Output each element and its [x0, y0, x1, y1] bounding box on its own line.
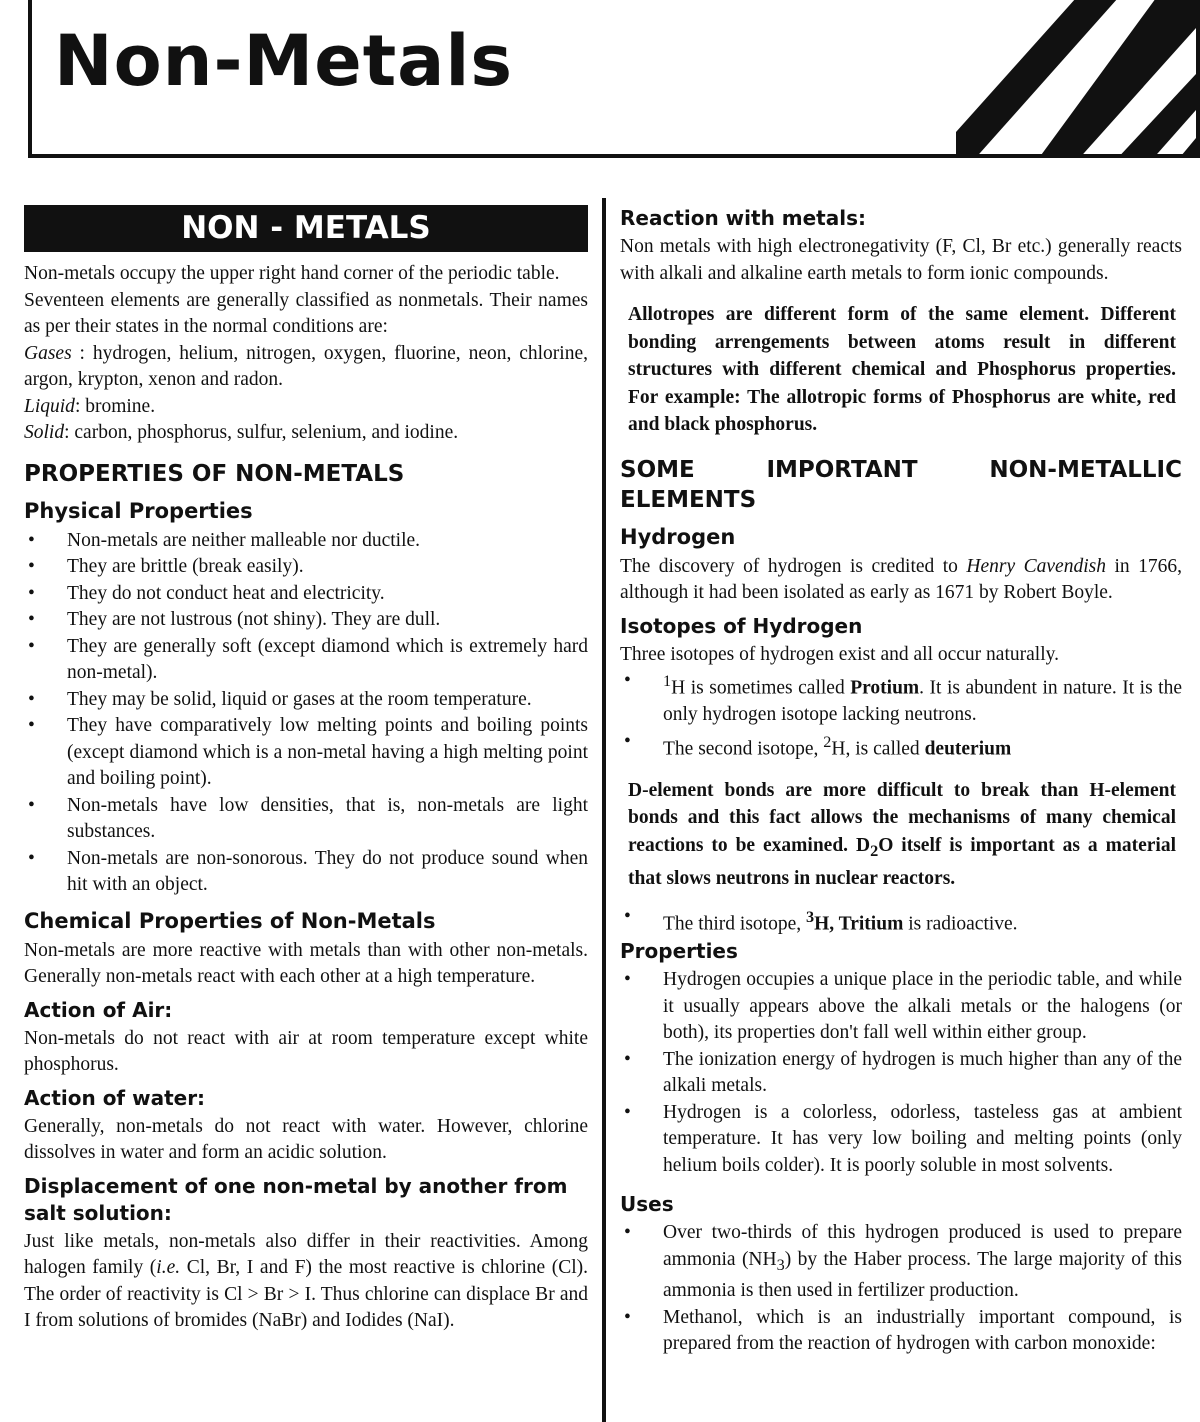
list-item: • They have comparatively low melting points and boiling points (except diamond which is a non-metal having a high melting point and boiling point).	[28, 715, 588, 789]
allotropes-note: Allotropes are different form of the same element. Different bonding arrengements between atoms result in different structures with different chemical and Phosphorus properties. For example: The allotropic forms of Phosphorus are white, red and black phosphorus.	[628, 304, 1176, 435]
list-item: • Non-metals have low densities, that is, non-metals are light substances.	[28, 794, 588, 842]
list-item: • They are not lustrous (not shiny). They are dull.	[24, 607, 588, 634]
action-of-water-heading: Action of water:	[24, 1085, 206, 1110]
liquid-text: : bromine.	[74, 395, 156, 417]
bullet-icon: •	[28, 715, 35, 736]
action-of-air-text: Non-metals do not react with air at room temperature except white phosphorus.	[24, 1027, 588, 1075]
tritium-list	[620, 904, 1182, 938]
properties-heading: PROPERTIES OF NON-METALS	[24, 460, 405, 487]
bullet-icon: •	[624, 670, 631, 691]
right-column	[620, 205, 1182, 1358]
physical-properties-list	[24, 528, 588, 899]
bullet-icon: •	[28, 529, 35, 551]
uses-list	[620, 1220, 1182, 1357]
section-banner: NON - METALS	[24, 205, 588, 252]
page-title: Non-Metals	[54, 20, 514, 102]
bullet-icon: •	[624, 969, 631, 991]
displacement-text: Just like metals, non-metals also differ in their reactivities. Among halogen family (i.e. Cl, Br, I and F) the most reactive is chlorine (Cl). The order of reactivity is Cl > Br > I. Thus chlorine can displace Br and I from solutions of bromides (NaBr) and Iodides (NaI).	[24, 1230, 589, 1331]
isotopes-intro: Three isotopes of hydrogen exist and all occur naturally.	[620, 643, 1059, 665]
isotopes-heading: Isotopes of Hydrogen	[620, 613, 863, 638]
bullet-icon: •	[28, 635, 35, 657]
list-item: • They are brittle (break easily).	[24, 554, 588, 581]
solid-line	[24, 420, 588, 447]
bullet-icon: •	[624, 1306, 631, 1328]
list-item: • The ionization energy of hydrogen is much higher than any of the alkali metals.	[624, 1048, 1182, 1097]
hydrogen-discovery-text: The discovery of hydrogen is credited to Henry Cavendish in 1766, although it had been isolated as early as 1671 by Robert Boyle.	[620, 555, 1182, 603]
bullet-icon: •	[624, 906, 631, 928]
diagonal-stripes-decoration	[956, 0, 1196, 158]
isotopes-list	[620, 668, 1182, 763]
left-column	[24, 205, 588, 1335]
bullet-icon: •	[28, 794, 35, 816]
bullet-icon: •	[624, 730, 631, 752]
liquid-line	[24, 394, 588, 421]
action-of-air-heading: Action of Air:	[24, 997, 173, 1022]
solid-text: : carbon, phosphorus, sulfur, selenium, and iodine.	[64, 422, 459, 443]
list-item: • They may be solid, liquid or gases at the room temperature.	[24, 687, 588, 714]
bullet-icon: •	[28, 847, 35, 869]
list-item: • Non-metals are non-sonorous. They do not produce sound when hit with an object.	[28, 847, 588, 895]
deuterium-note: D-element bonds are more difficult to break than H-element bonds and this fact allows the mechanisms of many chemical reactions to be examined. $D_2O$ itself is important as a material that slows neutrons in nuclear reactors.	[628, 779, 1176, 889]
list-item: • The third isotope, $^3$H, Tritium is radioactive.	[624, 906, 1018, 935]
list-item: • Hydrogen is a colorless, odorless, tasteless gas at ambient temperature. It has very low boiling and melting points (only helium boils colder). It is poorly soluble in most solvents.	[624, 1101, 1182, 1176]
list-item: • They are generally soft (except diamond which is extremely hard non-metal).	[28, 635, 588, 683]
physical-properties-heading: Physical Properties	[24, 498, 253, 523]
liquid-label: Liquid	[24, 395, 75, 417]
displacement-heading: Displacement of one non-metal by another from salt solution:	[24, 1173, 568, 1225]
list-item: • They do not conduct heat and electricity.	[24, 581, 588, 608]
column-divider	[602, 198, 606, 1422]
properties-heading: Properties	[620, 939, 738, 964]
reaction-with-metals-text: Non metals with high electronegativity (F, Cl, Br etc.) generally reacts with alkali and alkaline earth metals to form ionic compounds.	[620, 236, 1182, 284]
reaction-with-metals-heading: Reaction with metals:	[620, 206, 866, 230]
hydrogen-properties-list	[620, 967, 1182, 1179]
list-item: • Methanol, which is an industrially important compound, is prepared from the reaction of hydrogen with carbon monoxide:	[624, 1306, 1182, 1355]
intro-paragraph-1: Non-metals occupy the upper right hand corner of the periodic table.	[24, 263, 560, 284]
uses-heading: Uses	[620, 1192, 674, 1217]
chemical-properties-text: Non-metals are more reactive with metals than with other non-metals. Generally non-metals react with each other at a high temperature.	[24, 939, 588, 987]
intro-paragraph-2: Seventeen elements are generally classified as nonmetals. Their names as per their states in the normal conditions are:	[24, 289, 588, 337]
title-box	[28, 0, 1200, 158]
chemical-properties-heading: Chemical Properties of Non-Metals	[24, 908, 436, 933]
gases-text: : hydrogen, helium, nitrogen, oxygen, fluorine, neon, chlorine, argon, krypton, xenon and radon.	[24, 342, 588, 390]
important-elements-heading-line2: ELEMENTS	[620, 486, 757, 513]
bullet-icon: •	[624, 1101, 631, 1123]
list-item: • Over two-thirds of this hydrogen produced is used to prepare ammonia $(NH_3)$ by the Haber process. The large majority of this ammonia is then used in fertilizer production.	[624, 1222, 1182, 1302]
hydrogen-heading: Hydrogen	[620, 524, 736, 549]
bullet-icon: •	[28, 582, 35, 604]
gases-label: Gases	[24, 342, 72, 364]
bullet-icon: •	[28, 609, 35, 630]
list-item: • $^1$H is sometimes called Protium. It is abundent in nature. It is the only hydrogen isotope lacking neutrons.	[624, 670, 1182, 725]
important-elements-heading: SOME IMPORTANT NON-METALLIC	[620, 456, 1182, 483]
gases-line	[24, 341, 588, 394]
action-of-water-text: Generally, non-metals do not react with water. However, chlorine dissolves in water and form an acidic solution.	[24, 1115, 588, 1163]
solid-label: Solid	[24, 422, 65, 443]
list-item: • Non-metals are neither malleable nor ductile.	[24, 528, 588, 555]
bullet-icon: •	[624, 1222, 631, 1244]
bullet-icon: •	[624, 1048, 631, 1070]
bullet-icon: •	[28, 688, 35, 710]
list-item: • The second isotope, $^2$H, is called deuterium	[624, 730, 1012, 759]
list-item: • Hydrogen occupies a unique place in the periodic table, and while it usually appears above the alkali metals or the halogens (or both), its properties don't fall well within either group.	[624, 969, 1182, 1044]
bullet-icon: •	[28, 556, 35, 577]
